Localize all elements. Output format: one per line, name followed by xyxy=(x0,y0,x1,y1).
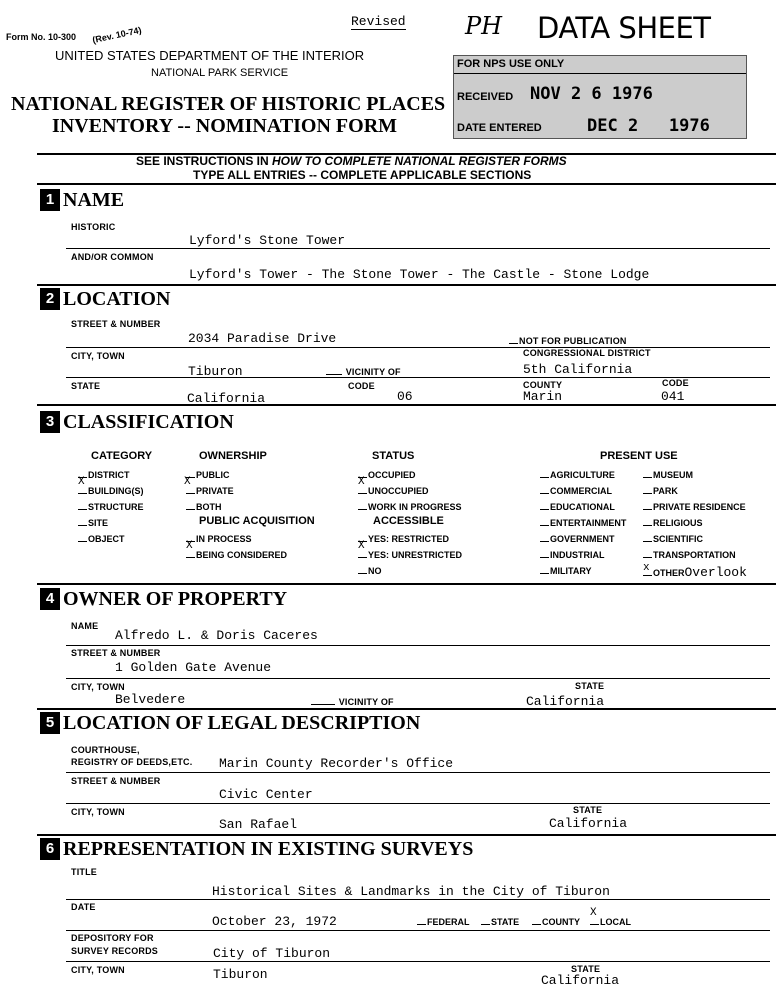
legal-state-field[interactable]: California xyxy=(549,816,628,831)
common-name-field[interactable]: Lyford's Tower - The Stone Tower - The Castle - Stone Lodge xyxy=(189,267,650,282)
checkbox-educational[interactable]: EDUCATIONAL xyxy=(540,501,615,512)
checkbox-yes-restricted[interactable]: YES: RESTRICTED xyxy=(358,533,449,544)
county-code-label: CODE xyxy=(662,378,689,388)
instructions-line2: TYPE ALL ENTRIES -- COMPLETE APPLICABLE SECTIONS xyxy=(193,168,532,182)
section-1-heading: 1 NAME xyxy=(40,188,124,212)
courthouse-label: COURTHOUSE, xyxy=(71,745,140,755)
checkbox-commercial[interactable]: COMMERCIAL xyxy=(540,485,612,496)
checkbox-park[interactable]: PARK xyxy=(643,485,678,496)
depository-label-2: SURVEY RECORDS xyxy=(71,946,158,956)
registry-label: REGISTRY OF DEEDS,ETC. xyxy=(71,757,193,767)
survey-date-label: DATE xyxy=(71,902,96,912)
depository-field[interactable]: City of Tiburon xyxy=(213,946,331,961)
checkbox-military[interactable]: MILITARY xyxy=(540,565,592,576)
street-label: STREET & NUMBER xyxy=(71,319,161,329)
form-number: Form No. 10-300 xyxy=(6,32,77,42)
revision-note: (Rev. 10-74) xyxy=(91,24,143,46)
owner-state-label: STATE xyxy=(575,681,605,691)
congressional-district-label: CONGRESSIONAL DISTRICT xyxy=(523,348,651,358)
date-entered-stamp: DEC 2 1976 xyxy=(587,116,710,136)
nps-use-label: FOR NPS USE ONLY xyxy=(457,58,565,70)
department-name: UNITED STATES DEPARTMENT OF THE INTERIOR xyxy=(55,48,365,63)
owner-street-label: STREET & NUMBER xyxy=(71,648,161,658)
survey-city-label: CITY, TOWN xyxy=(71,965,125,975)
checkbox-private[interactable]: X PRIVATE xyxy=(184,476,234,496)
form-title-line2: INVENTORY -- NOMINATION FORM xyxy=(52,115,398,137)
county-field[interactable]: Marin xyxy=(523,389,563,404)
checkbox-local[interactable]: X LOCAL xyxy=(590,907,631,927)
legal-city-field[interactable]: San Rafael xyxy=(219,817,298,832)
other-use-field[interactable]: Overlook xyxy=(684,565,747,580)
checkbox-industrial[interactable]: INDUSTRIAL xyxy=(540,549,605,560)
section-5-heading: 5 LOCATION OF LEGAL DESCRIPTION xyxy=(40,711,420,735)
checkbox-agriculture[interactable]: AGRICULTURE xyxy=(540,469,615,480)
vicinity-of[interactable]: VICINITY OF xyxy=(326,366,401,377)
status-header: STATUS xyxy=(372,450,415,462)
county-code-field[interactable]: 041 xyxy=(661,389,685,404)
legal-street-field[interactable]: Civic Center xyxy=(219,787,313,802)
county-label: COUNTY xyxy=(523,380,563,390)
checkbox-work-in-progress[interactable]: WORK IN PROGRESS xyxy=(358,501,462,512)
checkbox-religious[interactable]: RELIGIOUS xyxy=(643,517,703,528)
data-sheet-title: DATA SHEET xyxy=(537,11,711,45)
owner-city-field[interactable]: Belvedere xyxy=(115,692,186,707)
checkbox-structure[interactable]: STRUCTURE xyxy=(78,501,144,512)
checkbox-transportation[interactable]: TRANSPORTATION xyxy=(643,549,736,560)
survey-state-label: STATE xyxy=(571,964,601,974)
checkbox-entertainment[interactable]: ENTERTAINMENT xyxy=(540,517,626,528)
owner-state-field[interactable]: California xyxy=(526,694,605,709)
owner-name-field[interactable]: Alfredo L. & Doris Caceres xyxy=(115,628,318,643)
ownership-header: OWNERSHIP xyxy=(199,450,267,462)
survey-city-field[interactable]: Tiburon xyxy=(213,967,268,982)
street-field[interactable]: 2034 Paradise Drive xyxy=(188,331,337,346)
owner-city-label: CITY, TOWN xyxy=(71,682,125,692)
checkbox-buildings[interactable]: X BUILDING(S) xyxy=(78,476,144,496)
state-label: STATE xyxy=(71,381,101,391)
checkbox-public[interactable]: PUBLIC xyxy=(186,469,230,480)
revised-stamp: Revised xyxy=(351,14,406,29)
public-acquisition-header: PUBLIC ACQUISITION xyxy=(199,515,315,527)
survey-title-label: TITLE xyxy=(71,867,97,877)
checkbox-occupied[interactable]: OCCUPIED xyxy=(358,469,416,480)
date-entered-label: DATE ENTERED xyxy=(457,122,542,134)
checkbox-survey-state[interactable]: STATE xyxy=(481,916,519,927)
checkbox-other[interactable]: x OTHEROverlook xyxy=(643,562,747,580)
section-4-heading: 4 OWNER OF PROPERTY xyxy=(40,587,287,611)
checkbox-scientific[interactable]: SCIENTIFIC xyxy=(643,533,703,544)
owner-vicinity-of[interactable]: VICINITY OF xyxy=(311,696,394,707)
city-label: CITY, TOWN xyxy=(71,351,125,361)
legal-street-label: STREET & NUMBER xyxy=(71,776,161,786)
legal-city-label: CITY, TOWN xyxy=(71,807,125,817)
checkbox-county[interactable]: COUNTY xyxy=(532,916,580,927)
survey-date-field[interactable]: October 23, 1972 xyxy=(212,914,337,929)
checkbox-object[interactable]: OBJECT xyxy=(78,533,125,544)
checkbox-federal[interactable]: FEDERAL xyxy=(417,916,470,927)
checkbox-government[interactable]: GOVERNMENT xyxy=(540,533,615,544)
instructions-line1: SEE INSTRUCTIONS IN HOW TO COMPLETE NATIONAL REGISTER FORMS xyxy=(136,154,567,168)
checkbox-district[interactable]: DISTRICT xyxy=(78,469,130,480)
not-for-publication[interactable]: NOT FOR PUBLICATION xyxy=(509,335,627,346)
checkbox-museum[interactable]: MUSEUM xyxy=(643,469,693,480)
legal-state-label: STATE xyxy=(573,805,603,815)
historic-name-field[interactable]: Lyford's Stone Tower xyxy=(189,233,346,248)
state-code-field[interactable]: 06 xyxy=(397,389,413,404)
city-field[interactable]: Tiburon xyxy=(188,364,243,379)
checkbox-both[interactable]: BOTH xyxy=(186,501,222,512)
checkbox-yes-unrestricted[interactable]: X YES: UNRESTRICTED xyxy=(358,540,463,560)
accessible-header: ACCESSIBLE xyxy=(373,515,444,527)
state-code-label: CODE xyxy=(348,381,375,391)
section-2-heading: 2 LOCATION xyxy=(40,287,170,311)
owner-street-field[interactable]: 1 Golden Gate Avenue xyxy=(115,660,272,675)
received-label: RECEIVED xyxy=(457,91,514,103)
checkbox-unoccupied[interactable]: X UNOCCUPIED xyxy=(358,476,429,496)
state-field[interactable]: California xyxy=(187,391,266,406)
checkbox-private-residence[interactable]: PRIVATE RESIDENCE xyxy=(643,501,746,512)
nps-use-box xyxy=(453,55,747,139)
section-3-heading: 3 CLASSIFICATION xyxy=(40,410,234,434)
form-title-line1: NATIONAL REGISTER OF HISTORIC PLACES xyxy=(11,93,446,115)
checkbox-in-process[interactable]: IN PROCESS xyxy=(186,533,252,544)
survey-state-field[interactable]: California xyxy=(541,973,620,988)
present-use-header: PRESENT USE xyxy=(600,450,678,462)
checkbox-no[interactable]: NO xyxy=(358,565,382,576)
service-name: NATIONAL PARK SERVICE xyxy=(151,67,289,79)
congressional-district-field[interactable]: 5th California xyxy=(523,362,633,377)
survey-title-field[interactable]: Historical Sites & Landmarks in the City of Tiburon xyxy=(212,884,610,899)
common-label: AND/OR COMMON xyxy=(71,252,154,262)
ph-handwritten: PH xyxy=(465,12,503,40)
courthouse-field[interactable]: Marin County Recorder's Office xyxy=(219,756,454,771)
checkbox-site[interactable]: SITE xyxy=(78,517,108,528)
category-header: CATEGORY xyxy=(91,450,153,462)
checkbox-being-considered[interactable]: X BEING CONSIDERED xyxy=(186,540,288,560)
depository-label-1: DEPOSITORY FOR xyxy=(71,933,154,943)
received-stamp: NOV 2 6 1976 xyxy=(530,84,653,104)
historic-label: HISTORIC xyxy=(71,222,116,232)
section-6-heading: 6 REPRESENTATION IN EXISTING SURVEYS xyxy=(40,837,473,861)
owner-name-label: NAME xyxy=(71,621,99,631)
